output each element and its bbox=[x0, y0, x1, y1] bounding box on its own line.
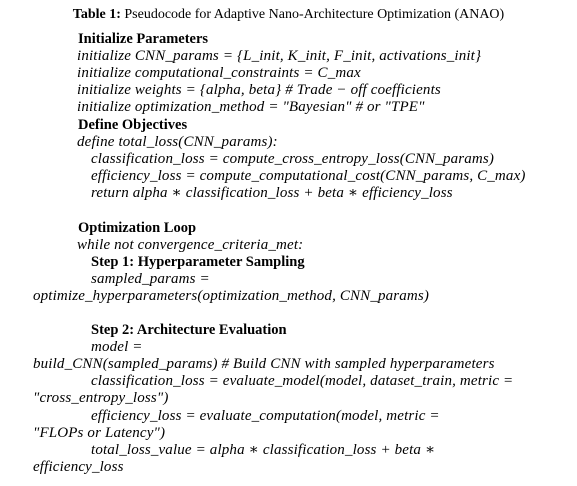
code-line-total-loss-value: total_loss_value = alpha ∗ classification_loss + beta ∗ bbox=[91, 442, 436, 458]
code-line-optimize-hyperparameters: optimize_hyperparameters(optimization_method, CNN_params) bbox=[33, 288, 430, 304]
code-line-sampled-params: sampled_params = bbox=[91, 271, 210, 287]
step-header-hyperparameter-sampling: Step 1: Hyperparameter Sampling bbox=[91, 254, 305, 270]
code-line-evaluate-computation-metric: "FLOPs or Latency") bbox=[33, 425, 166, 441]
caption-text: Pseudocode for Adaptive Nano-Architecture Optimization (ANAO) bbox=[120, 7, 505, 22]
code-line-while: while not convergence_criteria_met: bbox=[77, 237, 304, 253]
code-line-init-constraints: initialize computational_constraints = C_max bbox=[77, 65, 361, 81]
code-line-return: return alpha ∗ classification_loss + beta ∗ efficiency_loss bbox=[91, 185, 453, 201]
code-line-evaluate-model: classification_loss = evaluate_model(model, dataset_train, metric = bbox=[91, 373, 514, 389]
code-line-total-loss-value-cont: efficiency_loss bbox=[33, 459, 124, 475]
table-caption bbox=[0, 7, 577, 23]
code-line-classification-loss: classification_loss = compute_cross_entropy_loss(CNN_params) bbox=[91, 151, 495, 167]
code-line-evaluate-model-metric: "cross_entropy_loss") bbox=[33, 390, 169, 406]
section-header-initialize-parameters: Initialize Parameters bbox=[78, 31, 209, 47]
code-line-build-cnn: build_CNN(sampled_params) # Build CNN with sampled hyperparameters bbox=[33, 356, 495, 372]
code-line-init-method: initialize optimization_method = "Bayesian" # or "TPE" bbox=[77, 99, 425, 115]
code-line-init-weights: initialize weights = {alpha, beta} # Trade − off coefficients bbox=[77, 82, 441, 98]
section-header-optimization-loop: Optimization Loop bbox=[78, 220, 197, 236]
code-line-efficiency-loss: efficiency_loss = compute_computational_cost(CNN_params, C_max) bbox=[91, 168, 526, 184]
caption-label: Table 1: bbox=[72, 7, 121, 22]
code-line-model: model = bbox=[91, 339, 143, 355]
code-line-define-total-loss: define total_loss(CNN_params): bbox=[77, 134, 278, 150]
code-line-init-cnn-params: initialize CNN_params = {L_init, K_init, F_init, activations_init} bbox=[77, 48, 482, 64]
step-header-architecture-evaluation: Step 2: Architecture Evaluation bbox=[91, 322, 287, 338]
section-header-define-objectives: Define Objectives bbox=[78, 117, 188, 133]
code-line-evaluate-computation: efficiency_loss = evaluate_computation(model, metric = bbox=[91, 408, 440, 424]
